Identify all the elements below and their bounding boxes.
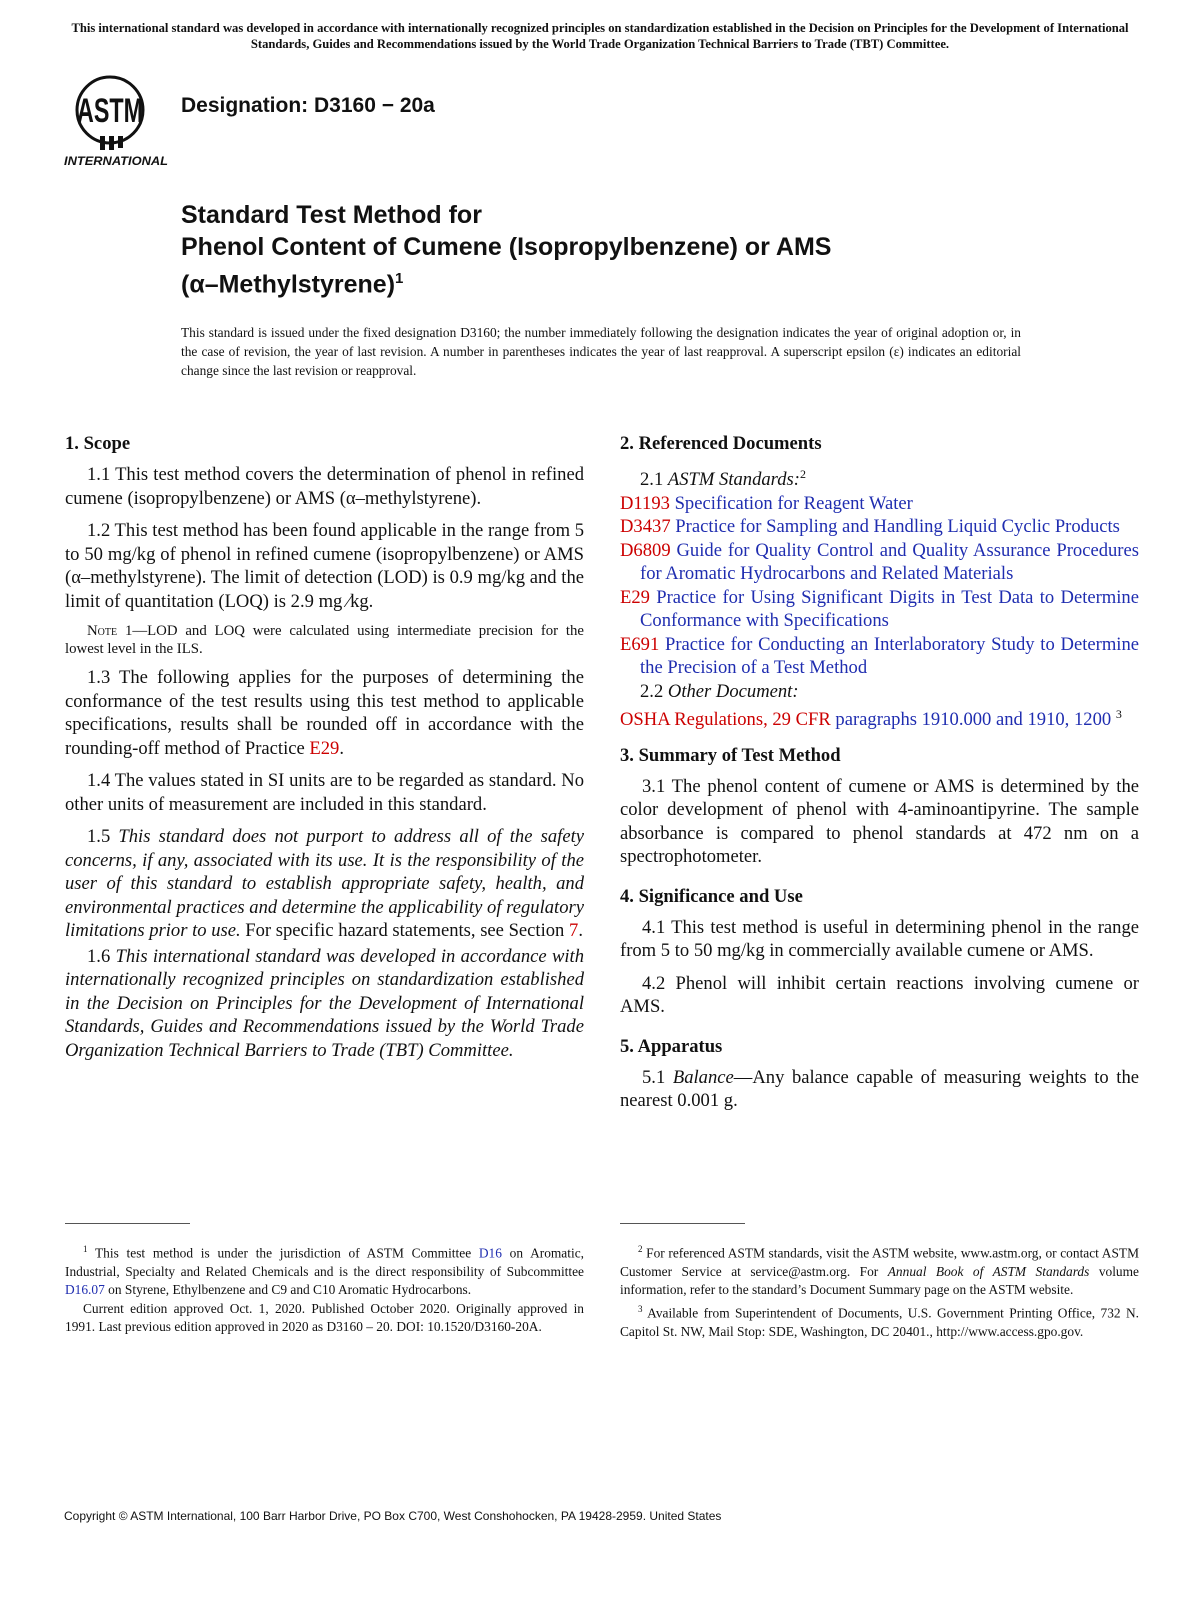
subhead-astm-standards — [640, 463, 1139, 492]
reference-code-link[interactable]: D1193 — [620, 492, 670, 514]
footnote-1-edition: Current edition approved Oct. 1, 2020. Published October 2020. Originally approved in 1991. Last previous edition approved in 2020 as D3160 – 20. DOI: 10.1520/D3160-20A. — [65, 1300, 584, 1335]
reference-item — [620, 515, 1139, 539]
para-1-4: 1.4 The values stated in SI units are to be regarded as standard. No other units of measurement are included in this standard. — [65, 770, 584, 815]
footnote-rule-right — [620, 1223, 745, 1224]
para-5-1 — [620, 1066, 1139, 1113]
fn2-italic: Annual Book of ASTM Standards — [887, 1263, 1090, 1279]
para-3-1: 3.1 The phenol content of cumene or AMS is determined by the color development of phenol with 4-aminoantipyrine. The sample absorbance is compared to phenol standards at 472 nm on a spectrophotometer. — [620, 775, 1139, 868]
subhead2-num: 2.2 — [640, 680, 668, 702]
copyright: Copyright © ASTM International, 100 Barr Harbor Drive, PO Box C700, West Conshohocken, PA 19428-2959. United States — [64, 1509, 722, 1523]
subhead2-label: Other Document: — [667, 680, 799, 702]
para-5-1-text: —Any balance capable of measuring weights to the nearest 0.001 g. — [620, 1066, 1139, 1112]
para-1-3 — [65, 666, 584, 760]
title-footnote-mark: 1 — [395, 270, 404, 287]
note-label: Note 1 — [87, 623, 133, 639]
title-line-2: Phenol Content of Cumene (Isopropylbenzene) or AMS — [181, 232, 832, 261]
link-d16[interactable]: D16 — [478, 1245, 502, 1261]
footnote-3 — [620, 1300, 1139, 1341]
reference-item — [620, 586, 1139, 633]
link-section-7[interactable]: 7 — [569, 920, 579, 941]
note-text: —LOD and LOQ were calculated using intermediate precision for the lowest level in the ILS. — [65, 623, 584, 657]
reference-code-link[interactable]: D3437 — [620, 516, 671, 538]
reference-item — [620, 492, 1139, 516]
para-1-3-text: 1.3 The following applies for the purposes of determining the conformance of the test results using this test method to applicable specifications, results shall be rounded off in accordance with the rounding-off method of Practice — [65, 667, 584, 759]
footnote-1 — [65, 1240, 584, 1300]
osha-title[interactable]: paragraphs 1910.000 and 1910, 1200 — [830, 709, 1112, 731]
para-1-6-num: 1.6 — [87, 945, 116, 967]
reference-item — [620, 633, 1139, 680]
fn2-mark: 2 — [638, 1244, 643, 1254]
para-5-1-num: 5.1 — [642, 1066, 673, 1088]
section-heading-apparatus: 5. Apparatus — [620, 1035, 723, 1057]
logo-subtitle: INTERNATIONAL — [64, 156, 168, 168]
fn3-mark: 3 — [638, 1303, 643, 1314]
para-5-1-label: Balance — [672, 1066, 734, 1088]
reference-code-link[interactable]: D6809 — [620, 539, 671, 561]
reference-code-link[interactable]: E29 — [620, 586, 650, 608]
reference-title-link[interactable]: Guide for Quality Control and Quality Assurance Procedures for Aromatic Hydrocarbons and Related Materials — [640, 539, 1139, 585]
osha-mark: 3 — [1115, 707, 1122, 722]
para-1-5-text: For specific hazard statements, see Section — [240, 920, 570, 941]
link-d16-07[interactable]: D16.07 — [65, 1282, 105, 1298]
para-4-2: 4.2 Phenol will inhibit certain reactions involving cumene or AMS. — [620, 972, 1139, 1018]
para-1-6-italic: This international standard was developed in accordance with internationally recognized principles on standardization established in the Decision on Principles for the Development of International Standards, Guides and Recommendations issued by the World Trade Organization Technical Barriers to Trade (TBT) Committee. — [65, 945, 585, 1061]
para-1-5-num: 1.5 — [87, 826, 119, 847]
fn2-b: volume information, refer to the standard’s Document Summary page on the ASTM website. — [620, 1263, 1139, 1298]
section-heading-summary: 3. Summary of Test Method — [620, 744, 841, 766]
footnotes-left — [65, 1240, 584, 1337]
section-heading-scope: 1. Scope — [65, 433, 131, 454]
fn1-b: on Aromatic, Industrial, Specialty and Related Chemicals and is the direct responsibility of Subcommittee — [65, 1245, 584, 1279]
title-line-3: (α–Methylstyrene) — [181, 270, 396, 299]
reference-code-link[interactable]: E691 — [620, 633, 660, 655]
document-title — [181, 200, 1001, 301]
para-1-3-end: . — [339, 737, 345, 759]
para-1-6 — [65, 945, 584, 1063]
reference-title-link[interactable]: Practice for Sampling and Handling Liquid Cyclic Products — [675, 516, 1120, 538]
title-line-1: Standard Test Method for — [181, 201, 482, 229]
para-4-1: 4.1 This test method is useful in determining phenol in the range from 5 to 50 mg/kg in commercially available cumene or AMS. — [620, 916, 1139, 962]
logo-wordmark: ASTM — [77, 92, 143, 130]
reference-title-link[interactable]: Specification for Reagent Water — [674, 492, 913, 514]
reference-list — [620, 492, 1139, 680]
fn1-a: This test method is under the jurisdiction of ASTM Committee — [87, 1245, 479, 1261]
fn1-c: on Styrene, Ethylbenzene and C9 and C10 Aromatic Hydrocarbons. — [104, 1282, 472, 1298]
subhead-num: 2.1 — [640, 469, 668, 491]
osha-code[interactable]: OSHA Regulations, 29 CFR — [620, 709, 831, 731]
footnotes-right — [620, 1240, 1139, 1341]
subhead-label: ASTM Standards: — [667, 469, 800, 491]
para-1-2: 1.2 This test method has been found applicable in the range from 5 to 50 mg/kg of phenol in refined cumene (isopropylbenzene) or AMS (α–methylstyrene). The limit of detection (LOD) is 0.9 mg/kg and the limit of quantitation (LOQ) is 2.9 mg ⁄kg. — [65, 520, 584, 612]
note-1 — [65, 622, 584, 658]
section-heading-refdocs: 2. Referenced Documents — [620, 433, 822, 454]
para-1-5 — [65, 825, 584, 943]
reference-title-link[interactable]: Practice for Conducting an Interlaboratory Study to Determine the Precision of a Test Method — [640, 633, 1139, 679]
top-banner: This international standard was developed in accordance with internationally recognized principles on standardization established in the Decision on Principles for the Development of International Standards, Guides and Recommendations issued by the World Trade Organization Technical Barriers to Trade (TBT) Committee. — [71, 21, 1129, 51]
left-column — [65, 432, 584, 1071]
designation: Designation: D3160 − 20a — [181, 94, 435, 117]
issued-note: This standard is issued under the fixed designation D3160; the number immediately following the designation indicates the year of original adoption or, in the case of revision, the year of last revision. A number in parentheses indicates the year of last reapproval. A superscript epsilon (ε) indicates an editorial change since the last revision or reapproval. — [181, 325, 1021, 378]
fn2-a: For referenced ASTM standards, visit the ASTM website, www.astm.org, or contact ASTM Customer Service at service@astm.org. For — [620, 1245, 1139, 1279]
reference-title-link[interactable]: Practice for Using Significant Digits in Test Data to Determine Conformance with Specifications — [640, 586, 1139, 632]
right-column — [620, 432, 1139, 1122]
link-e29[interactable]: E29 — [309, 737, 340, 759]
fn3-text: Available from Superintendent of Documents, U.S. Government Printing Office, 732 N. Capitol St. NW, Mail Stop: SDE, Washington, DC 20401., http://www.access.gpo.gov. — [620, 1305, 1139, 1339]
fn1-mark: 1 — [83, 1244, 88, 1254]
subhead-other-document — [640, 680, 1139, 704]
reference-item-osha — [620, 703, 1139, 732]
para-1-5-end: . — [578, 920, 583, 941]
subhead-mark: 2 — [799, 467, 806, 481]
section-heading-significance: 4. Significance and Use — [620, 885, 803, 907]
footnote-rule-left — [65, 1223, 190, 1224]
para-1-1: 1.1 This test method covers the determination of phenol in refined cumene (isopropylbenzene) or AMS (α–methylstyrene). — [65, 464, 584, 509]
para-1-5-italic: This standard does not purport to address all of the safety concerns, if any, associated with its use. It is the responsibility of the user of this standard to establish appropriate safety, health, and environmental practices and determine the applicability of regulatory limitations prior to use. — [65, 826, 584, 941]
reference-item — [620, 539, 1139, 586]
astm-logo — [62, 72, 172, 168]
footnote-2 — [620, 1240, 1139, 1300]
astm-logo-icon — [62, 72, 172, 168]
